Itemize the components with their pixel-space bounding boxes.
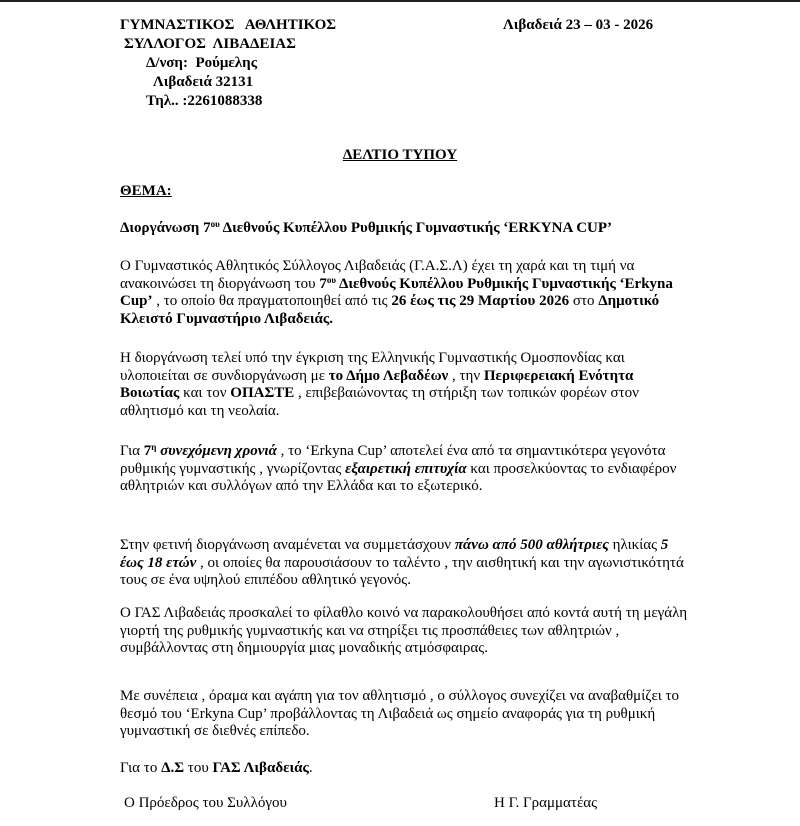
- paragraph-history: Για $7^\eta$ συνεχόμενη χρονιά , το ‘Erkyna Cup’ αποτελεί ένα από τα σημαντικότερα γεγονότα ρυθμικής γυμναστικής , γνωρίζοντας εξαιρετική επιτυχία και προσελκύοντας το ενδιαφέρον αθλητριών και συλλόγων από την Ελλάδα και το εξωτερικό.: [120, 442, 677, 494]
- org-name-line1: ΓΥΜΝΑΣΤΙΚΟΣ ΑΘΛΗΤΙΚΟΣ: [120, 17, 337, 33]
- paragraph-organization: Η διοργάνωση τελεί υπό την έγκριση της Ελληνικής Γυμναστικής Ομοσπονδίας και υλοποιείται σε συνδιοργάνωση με το Δήμο Λεβαδέων , την Περιφερειακή Ενότητα Βοιωτίας και τον ΟΠΑΣΤΕ , επιβεβαιώνοντας τη στήριξη των τοπικών φορέων στον αθλητισμό και τη νεολαία.: [120, 350, 639, 419]
- org-phone: Τηλ.. :2261088338: [146, 93, 263, 109]
- org-address-city: Λιβαδειά 32131: [153, 74, 254, 90]
- subject-label: ΘΕΜΑ:: [120, 183, 172, 199]
- document-title: ΔΕΛΤΙΟ ΤΥΠΟΥ: [342, 147, 458, 163]
- org-address-street: Δ/νση: Ρούμελης: [146, 55, 258, 71]
- paragraph-participants: Στην φετινή διοργάνωση αναμένεται να συμμετάσχουν πάνω από 500 αθλήτριες ηλικίας 5 έως 18 ετών , οι οποίες θα παρουσιάσουν το ταλέντο , την αισθητική και την αγωνιστικότητά τους σε ένα υψηλού επιπέδου αθλητικό γεγονός.: [120, 537, 684, 588]
- paragraph-closing: Για το Δ.Σ του ΓΑΣ Λιβαδειάς.: [120, 760, 313, 776]
- signature-secretary: Η Γ. Γραμματέας: [494, 795, 598, 811]
- paragraph-announcement: Ο Γυμναστικός Αθλητικός Σύλλογος Λιβαδειάς (Γ.Α.Σ.Λ) έχει τη χαρά και τη τιμή να ανακοινώσει τη διοργάνωση του $7^{o\upsilon}$ Διεθνούς Κυπέλλου Ρυθμικής Γυμναστικής ‘Erkyna Cup’ , το οποίο θα πραγματοποιηθεί από τις 26 έως τις 29 Μαρτίου 2026 στο Δημοτικό Κλειστό Γυμναστήριο Λιβαδειάς.: [120, 258, 673, 327]
- signature-president: Ο Πρόεδρος του Συλλόγου: [124, 795, 287, 811]
- paragraph-invitation: Ο ΓΑΣ Λιβαδειάς προσκαλεί το φίλαθλο κοινό να παρακολουθήσει από κοντά αυτή τη μεγάλη γιορτή της ρυθμικής γυμναστικής και να στηρίξει τις προσπάθειες των αθλητριών , συμβάλλοντας στη δημιουργία μιας μοναδικής ατμόσφαιρας.: [120, 605, 688, 656]
- document-date: Λιβαδειά 23 – 03 - 2026: [503, 17, 654, 33]
- subject-line: Διοργάνωση $7^{o\upsilon}$ Διεθνούς Κυπέλλου Ρυθμικής Γυμναστικής ‘ERKYNA CUP’: [120, 219, 613, 236]
- top-border: [0, 0, 800, 2]
- paragraph-vision: Με συνέπεια , όραμα και αγάπη για τον αθλητισμό , ο σύλλογος συνεχίζει να αναβαθμίζει το θεσμό του ‘Erkyna Cup’ προβάλλοντας τη Λιβαδειά ως σημείο αναφοράς για τη ρυθμική γυμναστική σε διεθνές επίπεδο.: [120, 688, 680, 739]
- org-name-line2: ΣΥΛΛΟΓΟΣ ΛΙΒΑΔΕΙΑΣ: [124, 36, 296, 52]
